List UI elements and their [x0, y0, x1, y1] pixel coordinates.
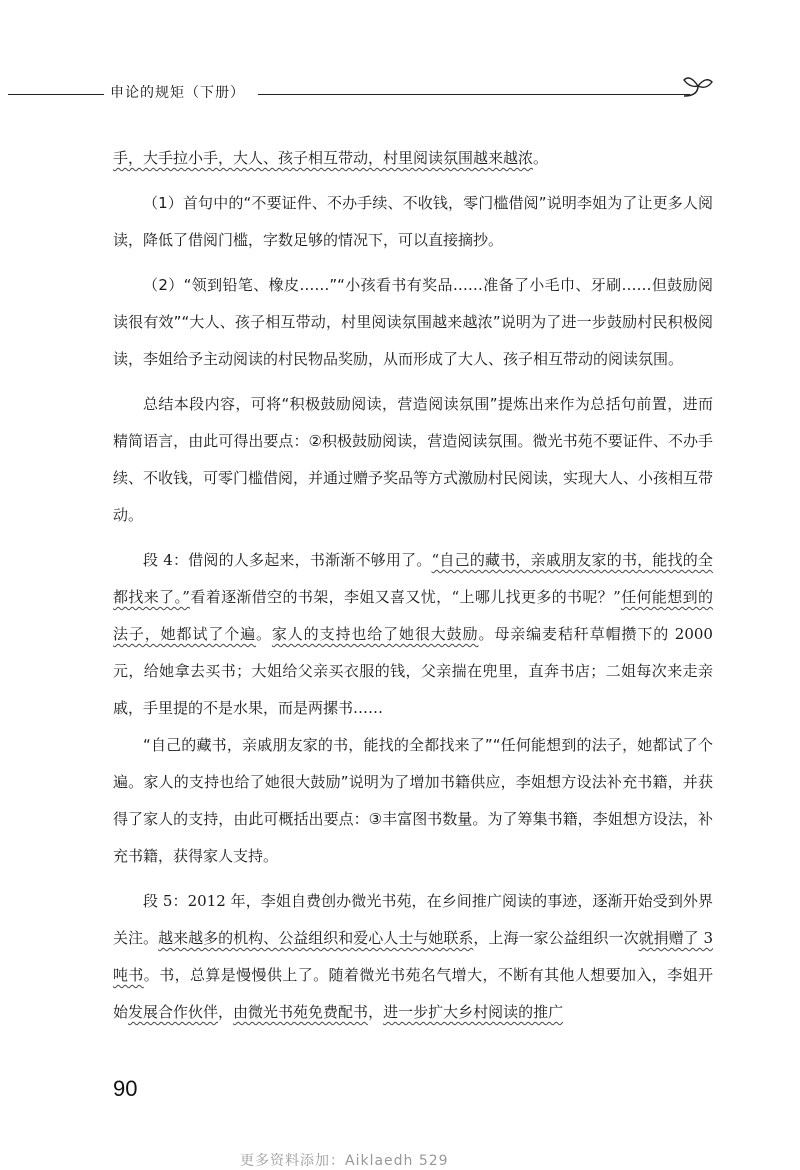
quoted-highlight: 手，大手拉小手，大人、孩子相互带动，村里阅读氛围越来越浓	[113, 149, 534, 167]
header-rule-left	[8, 94, 104, 95]
sprout-icon	[680, 70, 716, 106]
quoted-highlight: “自己的藏书，亲戚朋友家的书，能找的全都找来了。”	[113, 551, 713, 606]
page-body	[113, 140, 713, 1031]
quoted-highlight: 进一步扩大乡村阅读的推广	[383, 1003, 564, 1021]
quoted-highlight: 任何能想到的法子，她都试了个遍	[113, 588, 713, 643]
quoted-highlight: 就捐赠了 3 吨书	[113, 929, 713, 984]
page-number: 90	[113, 1076, 138, 1101]
paragraph-2: （1）首句中的“不要证件、不办手续、不收钱，零门槛借阅”说明李姐为了让更多人阅读，降低了借阅门槛，字数足够的情况下，可以直接摘抄。	[113, 194, 713, 249]
paragraph-7: 段 5：2012 年，李姐自费创办微光书苑，在乡间推广阅读的事迹，逐渐开始受到外界关注。越来越多的机构、公益组织和爱心人士与她联系，上海一家公益组织一次就捐赠了 3 吨书。书，总算是慢慢供上了。随着微光书苑名气增大，不断有其他人想要加入，李姐开始发展合作伙伴，由微光书苑免费配书，进一步扩大乡村阅读的推广	[113, 892, 713, 1021]
quoted-highlight: 越来越多的机构、公益组织和爱心人士与她联系	[158, 929, 474, 947]
paragraph-5: 段 4：借阅的人多起来，书渐渐不够用了。“自己的藏书，亲戚朋友家的书，能找的全都找来了。”看着逐渐借空的书架，李姐又喜又忧，“上哪儿找更多的书呢？”任何能想到的法子，她都试了个遍。家人的支持也给了她很大鼓励。母亲编麦秸秆草帽攒下的 2000 元，给她拿去买书；大姐给父亲买衣服的钱，父亲揣在兜里，直奔书店；二姐每次来走亲戚，手里提的不是水果，而是两摞书……	[113, 551, 713, 717]
footer-watermark: 更多资料添加：Aiklaedh 529	[240, 1153, 449, 1169]
paragraph-4: 总结本段内容，可将“积极鼓励阅读，营造阅读氛围”提炼出来作为总括句前置，进而精简语言，由此可得出要点：②积极鼓励阅读，营造阅读氛围。微光书苑不要证件、不办手续、不收钱，可零门槛借阅，并通过赠予奖品等方式激励村民阅读，实现大人、小孩相互带动。	[113, 395, 714, 524]
header-rule-right	[258, 94, 690, 95]
paragraph-3: （2）“领到铅笔、橡皮……”“小孩看书有奖品……准备了小毛巾、牙刷……但鼓励阅读很有效”“大人、孩子相互带动，村里阅读氛围越来越浓”说明为了进一步鼓励村民积极阅读，李姐给予主动阅读的村民物品奖励，从而形成了大人、孩子相互带动的阅读氛围。	[113, 276, 713, 368]
header-title: 申论的规矩（下册）	[110, 85, 245, 101]
paragraph-6: “自己的藏书，亲戚朋友家的书，能找的全都找来了”“任何能想到的法子，她都试了个遍。家人的支持也给了她很大鼓励”说明为了增加书籍供应，李姐想方设法补充书籍，并获得了家人的支持，由此可概括出要点：③丰富图书数量。为了筹集书籍，李姐想方设法，补充书籍，获得家人支持。	[113, 736, 713, 865]
quoted-highlight: 家人的支持也给了她很大鼓励	[271, 625, 479, 643]
quoted-highlight: 由微光书苑免费配书	[233, 1003, 369, 1021]
quoted-highlight: 发展合作伙伴	[128, 1003, 219, 1021]
paragraph-1: 手，大手拉小手，大人、孩子相互带动，村里阅读氛围越来越浓。	[113, 149, 549, 167]
running-header	[0, 68, 800, 108]
